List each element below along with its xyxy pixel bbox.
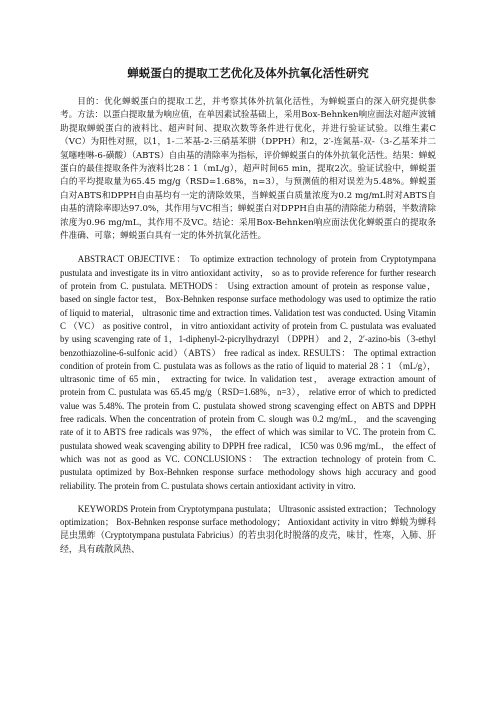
abstract-chinese: 目的：优化蝉蜕蛋白的提取工艺，并考察其体外抗氧化活性，为蝉蜕蛋白的深入研究提供参考。方法：以蛋白提取量为响应值，在单因素试验基础上，采用Box-Behnken响应面法对超声波辅助提取蝉蜕蛋白的液料比、超声时间、提取次数等条件进行优化，并进行验证试验。以维生素C（VC）为阳性对照，以1，1-二苯基-2-三硝基苯肼（DPPH）和2，2′-连氮基-双-（3-乙基苯并二氢噻唑啉-6-磺酸）（ABTS）自由基的清除率为指标，评价蝉蜕蛋白的体外抗氧化活性。结果：蝉蜕蛋白的最佳提取条件为液料比28∶1（mL/g），超声时间65 min，提取2次。验证试验中，蝉蜕蛋白的平均提取量为65.45 mg/g（RSD=1.68%，n=3），与预测值的相对误差为5.48%。蝉蜕蛋白对ABTS和DPPH自由基均有一定的清除效果，当蝉蜕蛋白质量浓度为0.2 mg/mL时对ABTS自由基的清除率即达97.0%，其作用与VC相当；蝉蜕蛋白对DPPH自由基的清除能力稍弱，半数清除浓度为0.96 mg/mL，其作用不及VC。结论：采用Box-Behnken响应面法优化蝉蜕蛋白的提取条件准确、可靠；蝉蜕蛋白具有一定的体外抗氧化活性。 [60,97,436,242]
paper-title: 蝉蜕蛋白的提取工艺优化及体外抗氧化活性研究 [127,66,369,80]
keywords-and-intro: KEYWORDS Protein from Cryptotympana pustulata； Ultrasonic assisted extraction； Technology optimization； Box-Behnken response surface methodology； Antioxidant activity in vitro 蝉蜕为蝉科昆虫黑蚱（Cryptotympana pustulata Fabricius）的若虫羽化时脱落的皮壳，味甘，性寒，入肺、肝经，具有疏散风热、 [60,503,436,554]
abstract-english: ABSTRACT OBJECTIVE： To optimize extraction technology of protein from Cryptotympana pustulata and investigate its in vitro antioxidant activity， so as to provide reference for further research of protein from C. pustulata. METHODS： Using extraction amount of protein as response value， based on single factor test， Box-Behnken response surface methodology was used to optimize the ratio of liquid to material， ultrasonic time and extraction times. Validation test was conducted. Using Vitamin C （VC） as positive control， in vitro antioxidant activity of protein from C. pustulata was evaluated by using scavenging rate of 1，1-diphenyl-2-picrylhydrazyl （DPPH） and 2，2′-azino-bis（3-ethyl benzothiazoline-6-sulfonic acid）（ABTS） free radical as index. RESULTS： The optimal extraction condition of protein from C. pustulata was as follows as the ratio of liquid to material 28∶1 （mL/g）， ultrasonic time of 65 min， extracting for twice. In validation test， average extraction amount of protein from C. pustulata was 65.45 mg/g（RSD=1.68%，n=3）， relative error of which to predicted value was 5.48%. The protein from C. pustulata showed strong scavenging effect on ABTS and DPPH free radicals. When the concentration of protein from C. slough was 0.2 mg/mL， and the scavenging rate of it to ABTS free radicals was 97%， the effect of which was similar to VC. The protein from C. pustulata showed weak scavenging ability to DPPH free radical， IC50 was 0.96 mg/mL， the effect of which was not as good as VC. CONCLUSIONS： The extraction technology of protein from C. pustulata optimized by Box-Behnken response surface methodology shows high accuracy and good reliability. The protein from C. pustulata shows certain antioxidant activity in vitro. [60,254,436,491]
